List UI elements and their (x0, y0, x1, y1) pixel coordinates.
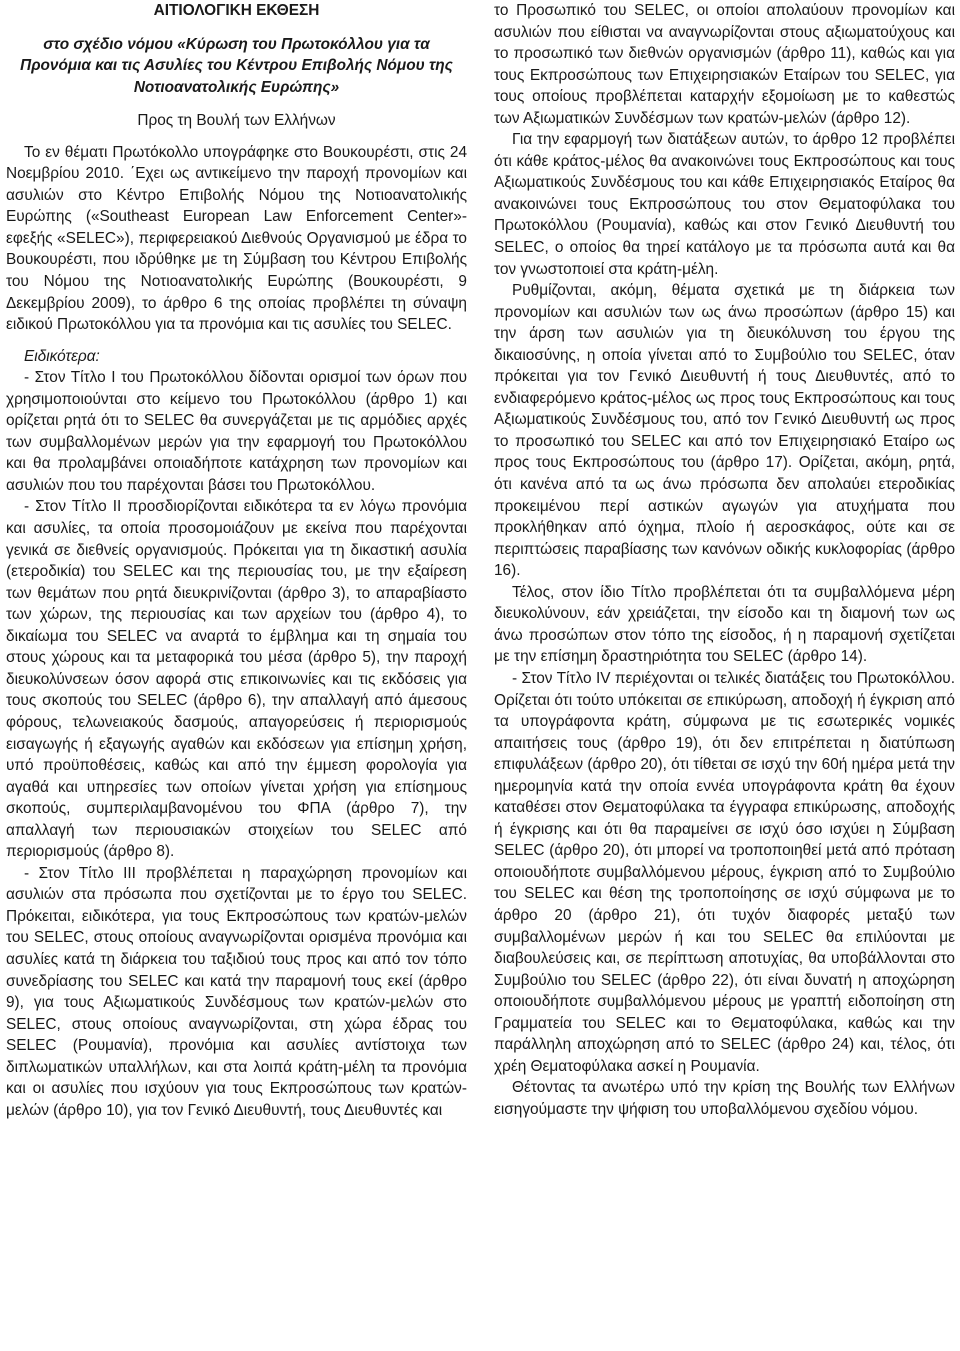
left-column (6, 0, 467, 1121)
entry-residence-paragraph: Τέλος, στον ίδιο Τίτλο προβλέπεται ότι τα συμβαλλόμενα μέρη διευκολύνουν, εάν χρειάζεται, την είσοδο και τη διαμονή των ως άνω προσώπων στον τόπο της είσοδος, ή η παραμονή σχετίζεται με την επίσημη δραστηριότητα του SELEC (άρθρο 14). (494, 583, 955, 666)
immunity-duration-paragraph: Ρυθμίζονται, ακόμη, θέματα σχετικά με τη διάρκεια των προνομίων και ασυλιών των ως άνω προσώπων (άρθρο 15) και την άρση των ασυλιών για τη διευκόλυνση του έργου της δικαιοσύνης, η οποία γίνεται από το Συμβούλιο του SELEC, όταν πρόκειται για τον Γενικό Διευθυντή ή τους Διευθυντές, από το ενδιαφερόμενο κράτος-μέλος ως προς τους Εκπροσώπους και τους Αξιωματικούς Συνδέσμους του, από τον Γενικό Διευθυντή ως προς το προσωπικό του SELEC και από τον Επιχειρησιακό Εταίρο ως προς τους Εκπροσώπους του (άρθρο 17). Ορίζεται, ακόμη, ρητά, ότι κανένα από τα ως άνω πρόσωπα δεν απολαύει ετεροδικίας προκειμένου περί αστικών αγωγών για ατυχήματα που προκλήθηκαν από όχημα, πλοίο ή αεροσκάφος, ούτε και σε περιπτώσεις παραβίασης των κανόνων οδικής κυκλοφορίας (άρθρο 16). (494, 282, 955, 580)
title-2-paragraph: - Στον Τίτλο ΙΙ προσδιορίζονται ειδικότερα τα εν λόγω προνόμια και ασυλίες, τα οποία προσομοιάζουν με εκείνα που παρέχονται γενικά σε διεθνείς οργανισμούς. Πρόκειται για τη δικαστική ασυλία (ετεροδικία) του SELEC και της περιουσίας του, με την εξαίρεση των θεμάτων που ρητά διευκρινίζονται (άρθρο 3), το απαραβίαστο των χώρων, της περιουσίας και των αρχείων του (άρθρο 4), το δικαίωμα του SELEC να αναρτά το έμβλημα και τη σημαία του στους χώρους και τα μεταφορικά του μέσα (άρθρο 5), την παροχή διευκολύνσεων όσον αφορά στις επικοινωνίες και τις εκδόσεις για τους σκοπούς του SELEC (άρθρο 6), την απαλλαγή από άμεσους φόρους, τελωνειακούς δασμούς, απαγορεύσεις ή περιορισμούς εισαγωγής ή εξαγωγής αγαθών και εκδόσεων για επίσημη χρήση, υπό προϋποθέσεις, καθώς και από την έμμεση φορολογία για αγαθά και υπηρεσίες των οποίων γίνεται χρήση για επίσημους σκοπούς, συμπεριλαμβανομένου του ΦΠΑ (άρθρο 7), την απαλλαγή των περιουσιακών στοιχείων του SELEC από περιορισμούς (άρθρο 8). (6, 498, 467, 861)
document-subtitle: στο σχέδιο νόμου «Κύρωση του Πρωτοκόλλου για τα Προνόμια και τις Ασυλίες του Κέντρου Επιβολής Νόμου της Νοτιοανατολικής Ευρώπης» (20, 35, 453, 96)
addressee: Προς τη Βουλή των Ελλήνων (137, 112, 336, 130)
document-title: ΑΙΤΙΟΛΟΓΙΚΗ ΕΚΘΕΣΗ (153, 2, 320, 19)
title-4-paragraph: - Στον Τίτλο IV περιέχονται οι τελικές διατάξεις του Πρωτοκόλλου. Ορίζεται ότι τούτο υπόκειται σε επικύρωση, αποδοχή ή έγκριση από τα υπογράφοντα κράτη, σύμφωνα με τις εσωτερικές νομικές απαιτήσεις τους (άρθρο 19), ότι δεν επιτρέπεται η διατύπωση επιφυλάξεων (άρθρο 20), ότι τίθεται σε ισχύ την 60ή ημέρα μετά την ημερομηνία κατά την οποία εννέα υπογράφοντα κράτη θα έχουν καταθέσει στον Θεματοφύλακα τα έγγραφα επικύρωσης, αποδοχής ή έγκρισης και ότι θα παραμείνει σε ισχύ όσο ισχύει η Σύμβαση SELEC (άρθρο 20), ότι μπορεί να τροποποιηθεί μετά από πρόταση οποιουδήποτε συμβαλλόμενου μέρους, έγκριση από το Συμβούλιο του SELEC και θέση της τροποποίησης σε ισχύ σύμφωνα με το άρθρο 20 (άρθρο 21), ότι τυχόν διαφορές μεταξύ των συμβαλλομένων μερών ή και του SELEC θα επιλύονται με διαβουλεύσεις και, σε περίπτωση αποτυχίας, θα υποβάλλονται στο Συμβούλιο του SELEC (άρθρο 22), ότι είναι δυνατή η αποχώρηση οποιουδήποτε συμβαλλόμενου μέρους με γραπτή ειδοποίηση στη Γραμματεία του SELEC και το Θεματοφύλακα, καθώς και την παράλληλη αποχώρηση από το SELEC (άρθρο 24) και, τέλος, ότι χρέη Θεματοφύλακα ασκεί η Ρουμανία. (494, 669, 955, 1075)
intro-paragraph: Το εν θέματι Πρωτόκολλο υπογράφηκε στο Βουκουρέστι, στις 24 Νοεμβρίου 2010. ΄Εχει ως αντικείμενο την παροχή προνομίων και ασυλιών στο Κέντρο Επιβολής Νόμου της Νοτιοανατολικής Ευρώπης («Southeast European Law Enforcement Center»- εφεξής «SELEC»), περιφερειακού Διεθνούς Οργανισμού με έδρα το Βουκουρέστι, που ιδρύθηκε με τη Σύμβαση του Κέντρου Επιβολής του Νόμου της Νοτιοανατολικής Ευρώπης (Βουκουρέστι, 9 Δεκεμβρίου 2009), το άρθρο 6 της οποίας προβλέπει τη σύναψη ειδικού Πρωτοκόλλου για τα προνόμια και τις ασυλίες του SELEC. (6, 143, 467, 334)
specifics-heading: Ειδικότερα: (24, 347, 100, 365)
title-3-paragraph: - Στον Τίτλο ΙΙΙ προβλέπεται η παραχώρηση προνομίων και ασυλιών στα πρόσωπα που σχετίζονται με το έργο του SELEC. Πρόκειται, ειδικότερα, για τους Εκπροσώπους των κρατών-μελών του SELEC, στους οποίους αναγνωρίζονται ορισμένα προνόμια και ασυλίες κατά τη διάρκεια του ταξιδιού τους προς και από τον τόπο συνεδρίασης του SELEC και κατά την παραμονή τους εκεί (άρθρο 9), για τους Αξιωματικούς Συνδέσμους των κρατών-μελών στο SELEC, στους οποίους αναγνωρίζονται, στη χώρα έδρας του SELEC (Ρουμανία), προνόμια και ασυλίες αντίστοιχα των διπλωματικών υπαλλήλων, και στα λοιπά κράτη-μέλη τα προνόμια και οι ασυλίες που ισχύουν για τους Εκπροσώπους των κρατών-μελών (άρθρο 10), για τον Γενικό Διευθυντή, τους Διευθυντές και (6, 864, 467, 1119)
title-1-paragraph: - Στον Τίτλο Ι του Πρωτοκόλλου δίδονται ορισμοί των όρων που χρησιμοποιούνται στο κείμενο του Πρωτοκόλλου (άρθρο 1) και ορίζεται ρητά ότι το SELEC θα συνεργάζεται με τις αρμόδιες αρχές των συμβαλλομένων μερών για την εφαρμογή του Πρωτοκόλλου και θα προλαμβάνει οποιαδήποτε κατάχρηση των προνομίων και ασυλιών που του παρέχονται βάσει του Πρωτοκόλλου. (6, 369, 467, 494)
right-column (494, 0, 955, 1120)
closing-paragraph: Θέτοντας τα ανωτέρω υπό την κρίση της Βουλής των Ελλήνων εισηγούμαστε την ψήφιση του υποβαλλόμενου σχεδίου νόμου. (494, 1079, 955, 1118)
continued-paragraph: το Προσωπικό του SELEC, οι οποίοι απολαύουν προνομίων και ασυλιών που είθισται να αναγνωρίζονται στους αξιωματούχους και το προσωπικό των διεθνών οργανισμών (άρθρο 11), καθώς και για τους Εκπροσώπους των Επιχειρησιακών Εταίρων του SELEC, για τους οποίους προβλέπεται καταρχήν εξομοίωση με το καθεστώς των Αξιωματικών Συνδέσμων των κρατών-μελών (άρθρο 12). (494, 2, 955, 127)
article-12-paragraph: Για την εφαρμογή των διατάξεων αυτών, το άρθρο 12 προβλέπει ότι κάθε κράτος-μέλος θα ανακοινώνει τους Εκπροσώπους και τους Αξιωματικούς Συνδέσμους του και κάθε Επιχειρησιακός Εταίρος θα ανακοινώνει τους Εκπροσώπους του στον Θεματοφύλακα του Πρωτοκόλλου (Ρουμανία), καθώς και στον Γενικό Διευθυντή του SELEC, ο οποίος θα τηρεί κατάλογο με τα πρόσωπα αυτά και θα τον γνωστοποιεί στα κράτη-μέλη. (494, 131, 955, 278)
